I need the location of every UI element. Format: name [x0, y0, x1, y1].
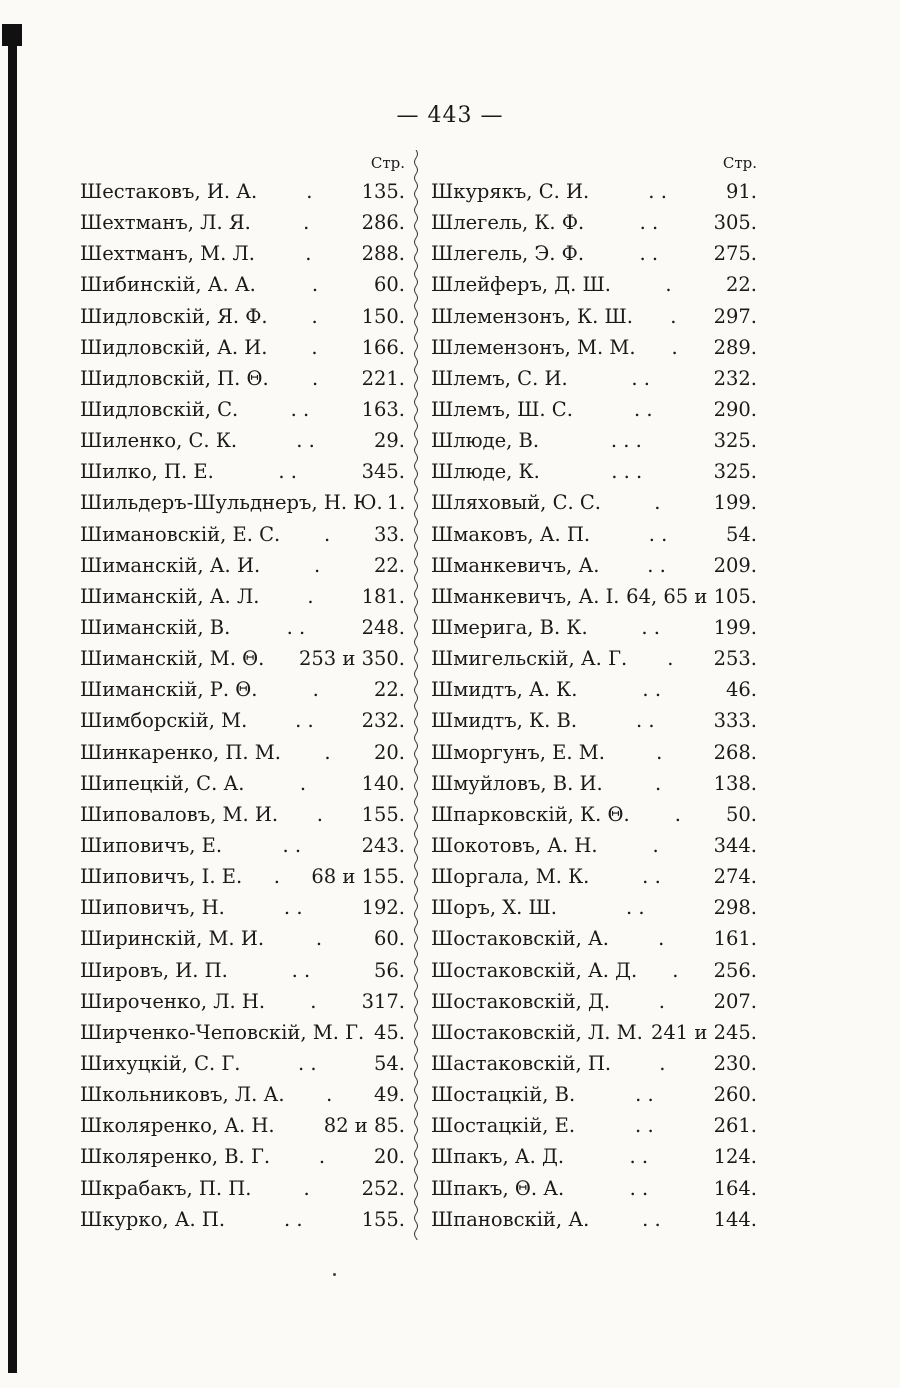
entry-leader-dots: . .	[282, 834, 302, 858]
index-entry	[80, 487, 405, 518]
entry-name: Широченко, Л. Н.	[80, 989, 266, 1013]
entry-page-numbers: 275.	[713, 242, 757, 266]
entry-page-numbers: 46.	[725, 678, 757, 702]
entry-page-numbers: 241 и 245.	[650, 1020, 757, 1044]
index-entry	[431, 456, 757, 487]
entry-page-numbers: 232.	[361, 709, 405, 733]
entry-leader-dots: .	[305, 242, 312, 266]
entry-leader-dots: .	[658, 989, 665, 1013]
entry-name: Шкурко, А. П.	[80, 1207, 226, 1231]
entry-page-numbers: 345.	[361, 460, 405, 484]
entry-page-numbers: 261.	[713, 1114, 757, 1138]
entry-name: Шиманскій, А. И.	[80, 553, 261, 577]
entry-page-numbers: 82 и 85.	[323, 1114, 405, 1138]
entry-page-numbers: 333.	[713, 709, 757, 733]
entry-leader-dots: . .	[639, 242, 659, 266]
entry-name: Шморгунъ, Е. М.	[431, 740, 605, 764]
entry-name: Шидловскій, С.	[80, 398, 239, 422]
entry-leader-dots: .	[306, 180, 313, 204]
entry-leader-dots: .	[311, 335, 318, 359]
entry-leader-dots: . .	[295, 709, 314, 733]
index-entry	[431, 425, 757, 456]
entry-leader-dots: .	[671, 335, 678, 359]
entry-page-numbers: 256.	[713, 958, 757, 982]
index-entry	[431, 799, 757, 830]
entry-page-numbers: 138.	[713, 771, 757, 795]
index-entry	[431, 861, 757, 892]
entry-leader-dots: .	[312, 366, 319, 390]
index-entry	[431, 301, 757, 332]
entry-page-numbers: 221.	[361, 366, 405, 390]
index-entry	[80, 1110, 405, 1141]
index-entry	[431, 1110, 757, 1141]
entry-page-numbers: 1.	[386, 491, 406, 515]
index-entry	[431, 892, 757, 923]
entry-name: Шпановскій, А.	[431, 1207, 590, 1231]
entry-name: Школяренко, А. Н.	[80, 1114, 275, 1138]
index-entry	[431, 1173, 757, 1204]
entry-page-numbers: 305.	[713, 211, 757, 235]
index-entry	[80, 1079, 405, 1110]
entry-name: Шкрабакъ, П. П.	[80, 1176, 252, 1200]
entry-page-numbers: 298.	[713, 896, 757, 920]
index-entry	[431, 612, 757, 643]
entry-name: Шестаковъ, И. А.	[80, 180, 258, 204]
entry-name: Шлюде, К.	[431, 460, 540, 484]
entry-leader-dots: . .	[629, 1176, 649, 1200]
index-entry	[80, 238, 405, 269]
index-entry	[80, 301, 405, 332]
entry-name: Шмерига, В. К.	[431, 616, 588, 640]
entry-leader-dots: .	[324, 740, 331, 764]
index-entry	[431, 1048, 757, 1079]
entry-name: Шпарковскій, К. Θ.	[431, 802, 630, 826]
entry-page-numbers: 22.	[373, 678, 405, 702]
entry-name: Шлемензонъ, К. Ш.	[431, 304, 633, 328]
entry-name: Шляховый, С. С.	[431, 491, 602, 515]
entry-name: Шильдеръ-Шульднеръ, Н. Ю.	[80, 491, 383, 515]
entry-leader-dots: . .	[631, 366, 650, 390]
paper-speck	[333, 1273, 336, 1276]
entry-leader-dots: .	[672, 958, 679, 982]
entry-name: Шлейферъ, Д. Ш.	[431, 273, 611, 297]
entry-name: Шипецкій, С. А.	[80, 771, 245, 795]
entry-page-numbers: 155.	[361, 1207, 405, 1231]
entry-leader-dots: . .	[641, 616, 660, 640]
entry-leader-dots: .	[655, 771, 662, 795]
entry-name: Шлегель, К. Ф.	[431, 211, 585, 235]
index-entry	[80, 332, 405, 363]
entry-name: Школьниковъ, Л. А.	[80, 1083, 285, 1107]
entry-leader-dots: .	[665, 273, 672, 297]
index-entry	[80, 519, 405, 550]
entry-name: Шлемъ, Ш. С.	[431, 398, 573, 422]
entry-name: Шмидтъ, К. В.	[431, 709, 578, 733]
index-entry	[80, 550, 405, 581]
entry-name: Шостаковскій, А.	[431, 927, 609, 951]
entry-leader-dots: .	[303, 1176, 310, 1200]
index-entry	[80, 861, 405, 892]
entry-name: Шиманскій, Р. Θ.	[80, 678, 258, 702]
index-entry	[80, 1141, 405, 1172]
entry-name: Шехтманъ, М. Л.	[80, 242, 256, 266]
entry-leader-dots: . .	[648, 180, 667, 204]
entry-leader-dots: .	[312, 678, 319, 702]
entry-leader-dots: .	[273, 865, 280, 889]
entry-page-numbers: 150.	[361, 304, 405, 328]
entry-name: Шиленко, С. К.	[80, 429, 238, 453]
entry-leader-dots: . .	[648, 522, 668, 546]
index-entry	[80, 207, 405, 238]
entry-page-numbers: 135.	[361, 180, 405, 204]
index-entry	[431, 955, 757, 986]
entry-page-numbers: 68 и 155.	[311, 865, 405, 889]
entry-page-numbers: 286.	[361, 211, 405, 235]
index-entry	[431, 705, 757, 736]
entry-name: Ширинскій, М. И.	[80, 927, 265, 951]
index-entry	[80, 830, 405, 861]
entry-leader-dots: .	[303, 211, 310, 235]
entry-name: Шмидтъ, А. К.	[431, 678, 578, 702]
entry-name: Шиманскій, А. Л.	[80, 584, 260, 608]
entry-name: Шиманскій, М. Θ.	[80, 647, 265, 671]
entry-page-numbers: 155.	[361, 802, 405, 826]
index-entry	[80, 892, 405, 923]
entry-leader-dots: .	[315, 927, 323, 951]
index-entry	[80, 176, 405, 207]
entry-leader-dots: . .	[636, 709, 655, 733]
index-entry	[431, 269, 757, 300]
entry-page-numbers: 22.	[373, 553, 405, 577]
entry-page-numbers: 260.	[713, 1083, 757, 1107]
entry-page-numbers: 289.	[713, 335, 757, 359]
index-entry	[431, 1204, 757, 1235]
entry-leader-dots: .	[316, 802, 323, 826]
index-entry	[80, 737, 405, 768]
left-entry-list	[80, 176, 405, 1235]
index-entry	[431, 394, 757, 425]
entry-page-numbers: 161.	[713, 927, 757, 951]
entry-name: Шостацкій, В.	[431, 1083, 576, 1107]
index-entry	[431, 1079, 757, 1110]
entry-page-numbers: 325.	[713, 429, 757, 453]
entry-name: Шиповаловъ, М. И.	[80, 802, 279, 826]
entry-name: Шмуйловъ, В. И.	[431, 771, 603, 795]
entry-name: Шидловскій, А. И.	[80, 335, 268, 359]
entry-page-numbers: 140.	[361, 771, 405, 795]
entry-page-numbers: 144.	[713, 1207, 757, 1231]
entry-leader-dots: . .	[635, 1114, 654, 1138]
entry-name: Шкурякъ, С. И.	[431, 180, 590, 204]
entry-name: Шманкевичъ, А. І.	[431, 584, 620, 608]
index-entry	[80, 1204, 405, 1235]
index-entry	[80, 581, 405, 612]
index-entry	[80, 986, 405, 1017]
entry-leader-dots: . . .	[610, 429, 642, 453]
left-index-column	[80, 150, 405, 1235]
entry-page-numbers: 230.	[713, 1052, 757, 1075]
index-entry	[431, 207, 757, 238]
entry-leader-dots: .	[654, 491, 661, 515]
right-column-header: Стр.	[722, 154, 757, 172]
index-entry	[80, 363, 405, 394]
entry-name: Шинкаренко, П. М.	[80, 740, 281, 764]
index-entry	[80, 674, 405, 705]
entry-leader-dots: .	[326, 1083, 333, 1107]
entry-name: Шимборскій, М.	[80, 709, 248, 733]
entry-name: Шмаковъ, А. П.	[431, 522, 591, 546]
index-entry	[431, 550, 757, 581]
entry-name: Ширченко-Чеповскій, М. Г.	[80, 1020, 365, 1044]
index-entry	[431, 643, 757, 674]
entry-leader-dots: . .	[633, 398, 653, 422]
entry-page-numbers: 290.	[713, 398, 757, 422]
entry-leader-dots: .	[311, 304, 318, 328]
entry-name: Шидловскій, Я. Ф.	[80, 304, 268, 328]
entry-page-numbers: 297.	[713, 304, 757, 328]
entry-leader-dots: .	[667, 647, 674, 671]
entry-page-numbers: 207.	[713, 989, 757, 1013]
entry-page-numbers: 22.	[725, 273, 757, 297]
entry-leader-dots: . .	[642, 678, 662, 702]
entry-page-numbers: 20.	[373, 740, 405, 764]
right-entry-list	[431, 176, 757, 1235]
entry-name: Шлемъ, С. И.	[431, 366, 568, 390]
entry-page-numbers: 253.	[713, 647, 757, 671]
entry-leader-dots: .	[310, 989, 317, 1013]
index-entry	[80, 705, 405, 736]
entry-page-numbers: 29.	[373, 429, 405, 453]
entry-leader-dots: . .	[642, 1207, 661, 1231]
entry-page-numbers: 20.	[373, 1145, 405, 1169]
index-entry	[431, 332, 757, 363]
entry-name: Шиманскій, В.	[80, 616, 231, 640]
index-entry	[80, 768, 405, 799]
index-entry	[431, 238, 757, 269]
entry-page-numbers: 163.	[361, 398, 405, 422]
entry-page-numbers: 209.	[713, 553, 757, 577]
entry-name: Шостаковскій, Д.	[431, 989, 611, 1013]
page-number: — 443 —	[396, 103, 504, 128]
entry-leader-dots: .	[659, 1052, 666, 1075]
entry-page-numbers: 253 и 350.	[298, 647, 405, 671]
entry-leader-dots: . .	[647, 553, 666, 577]
index-entry	[431, 519, 757, 550]
left-column-header: Стр.	[370, 154, 405, 172]
entry-leader-dots: .	[307, 584, 314, 608]
entry-name: Шихуцкій, С. Г.	[80, 1052, 241, 1075]
entry-page-numbers: 288.	[361, 242, 405, 266]
entry-page-numbers: 268.	[713, 740, 757, 764]
entry-page-numbers: 54.	[725, 522, 757, 546]
entry-page-numbers: 199.	[713, 491, 757, 515]
entry-name: Шидловскій, П. Θ.	[80, 366, 269, 390]
right-index-column	[431, 150, 757, 1235]
index-entry	[80, 456, 405, 487]
entry-page-numbers: 325.	[713, 460, 757, 484]
entry-page-numbers: 181.	[361, 584, 405, 608]
index-entry	[80, 1173, 405, 1204]
index-entry	[431, 363, 757, 394]
entry-leader-dots: . .	[291, 958, 311, 982]
index-entry	[80, 643, 405, 674]
index-entry	[80, 799, 405, 830]
entry-leader-dots: .	[674, 802, 681, 826]
entry-leader-dots: . .	[283, 896, 303, 920]
entry-page-numbers: 54.	[373, 1052, 405, 1075]
index-entry	[431, 674, 757, 705]
entry-leader-dots: .	[318, 1145, 326, 1169]
entry-name: Шлюде, В.	[431, 429, 540, 453]
index-entry	[431, 581, 757, 612]
entry-leader-dots: . .	[278, 460, 297, 484]
entry-page-numbers: 248.	[361, 616, 405, 640]
entry-leader-dots: . .	[625, 896, 645, 920]
entry-leader-dots: . .	[639, 211, 659, 235]
entry-name: Шостацкій, Е.	[431, 1114, 576, 1138]
column-divider	[413, 150, 419, 1240]
entry-leader-dots: . .	[290, 398, 310, 422]
index-entry	[431, 923, 757, 954]
index-entry	[80, 269, 405, 300]
index-entry	[80, 955, 405, 986]
entry-page-numbers: 64, 65 и 105.	[626, 584, 757, 608]
entry-page-numbers: 192.	[361, 896, 405, 920]
entry-leader-dots: . .	[284, 1207, 303, 1231]
entry-page-numbers: 45.	[373, 1020, 405, 1044]
index-entry	[431, 830, 757, 861]
entry-leader-dots: .	[652, 834, 659, 858]
index-entry	[431, 1141, 757, 1172]
entry-page-numbers: 232.	[713, 366, 757, 390]
entry-name: Шибинскій, А. А.	[80, 273, 256, 297]
entry-leader-dots: . .	[642, 865, 661, 889]
entry-name: Шпакъ, Θ. А.	[431, 1176, 565, 1200]
entry-name: Шлемензонъ, М. М.	[431, 335, 636, 359]
entry-name: Шокотовъ, А. Н.	[431, 834, 598, 858]
entry-leader-dots: .	[311, 273, 319, 297]
entry-page-numbers: 274.	[713, 865, 757, 889]
entry-name: Шпакъ, А. Д.	[431, 1145, 565, 1169]
binding-edge-bar	[8, 28, 17, 1373]
entry-name: Шиповичъ, І. Е.	[80, 865, 243, 889]
index-entry	[431, 768, 757, 799]
entry-page-numbers: 124.	[713, 1145, 757, 1169]
entry-leader-dots: . .	[297, 1052, 317, 1075]
entry-page-numbers: 50.	[725, 802, 757, 826]
entry-name: Шостаковскій, А. Д.	[431, 958, 638, 982]
entry-leader-dots: .	[299, 771, 307, 795]
entry-name: Шмигельскій, А. Г.	[431, 647, 628, 671]
index-entry	[431, 487, 757, 518]
entry-page-numbers: 91.	[725, 180, 757, 204]
entry-name: Шиповичъ, Н.	[80, 896, 225, 920]
entry-leader-dots: . .	[629, 1145, 649, 1169]
index-entry	[431, 737, 757, 768]
entry-leader-dots: . .	[296, 429, 315, 453]
index-entry	[431, 1017, 757, 1048]
entry-leader-dots: .	[656, 740, 663, 764]
entry-name: Шостаковскій, Л. М.	[431, 1020, 643, 1044]
entry-name: Шимановскій, Е. С.	[80, 522, 281, 546]
entry-name: Школяренко, В. Г.	[80, 1145, 271, 1169]
index-entry	[80, 425, 405, 456]
index-entry	[80, 1017, 405, 1048]
entry-leader-dots: . . .	[611, 460, 643, 484]
entry-page-numbers: 252.	[361, 1176, 405, 1200]
index-entry	[431, 176, 757, 207]
entry-page-numbers: 56.	[373, 958, 405, 982]
entry-leader-dots: . .	[286, 616, 306, 640]
entry-leader-dots: . .	[635, 1083, 654, 1107]
entry-name: Шманкевичъ, А.	[431, 553, 600, 577]
entry-page-numbers: 344.	[713, 834, 757, 858]
entry-name: Шировъ, И. П.	[80, 958, 228, 982]
entry-leader-dots: .	[324, 522, 331, 546]
entry-page-numbers: 317.	[361, 989, 405, 1013]
entry-page-numbers: 33.	[373, 522, 405, 546]
entry-page-numbers: 60.	[373, 927, 405, 951]
index-entry	[80, 394, 405, 425]
index-entry	[80, 612, 405, 643]
entry-name: Шиповичъ, Е.	[80, 834, 223, 858]
entry-page-numbers: 49.	[373, 1083, 405, 1107]
entry-leader-dots: .	[670, 304, 677, 328]
entry-name: Шастаковскій, П.	[431, 1052, 612, 1075]
index-entry	[80, 1048, 405, 1079]
entry-leader-dots: .	[313, 553, 321, 577]
entry-name: Шоръ, Х. Ш.	[431, 896, 558, 920]
entry-page-numbers: 60.	[373, 273, 405, 297]
entry-name: Шилко, П. Е.	[80, 460, 214, 484]
entry-leader-dots: .	[658, 927, 665, 951]
entry-page-numbers: 199.	[713, 616, 757, 640]
entry-page-numbers: 166.	[361, 335, 405, 359]
entry-name: Шоргала, М. К.	[431, 865, 590, 889]
entry-page-numbers: 243.	[361, 834, 405, 858]
entry-name: Шехтманъ, Л. Я.	[80, 211, 251, 235]
index-entry	[80, 923, 405, 954]
entry-name: Шлегель, Э. Ф.	[431, 242, 585, 266]
entry-page-numbers: 164.	[713, 1176, 757, 1200]
index-entry	[431, 986, 757, 1017]
